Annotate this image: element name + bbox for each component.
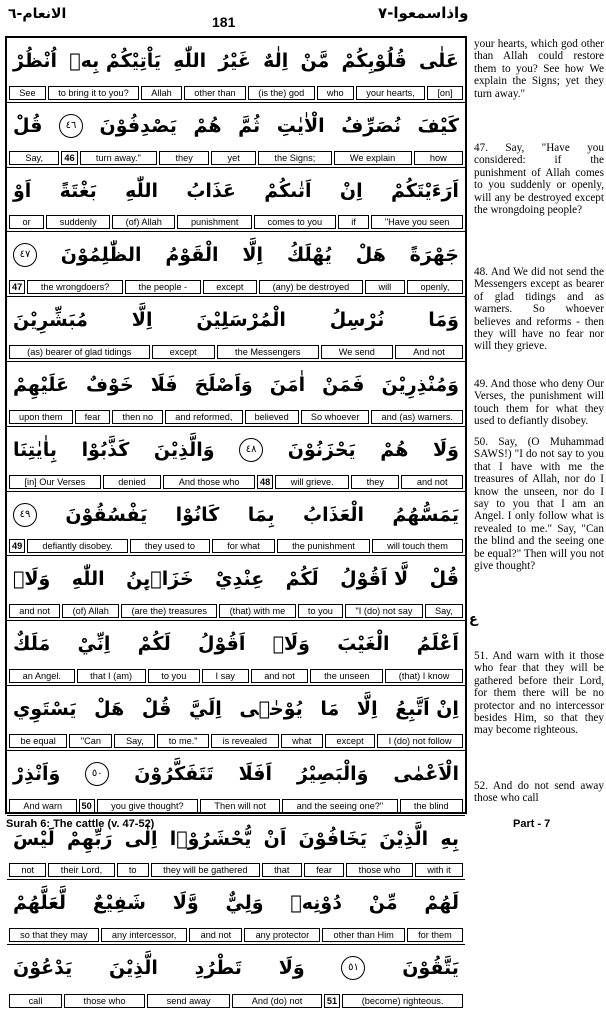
word-gloss: See	[9, 86, 46, 100]
arabic-word: كَيْفَ	[417, 114, 459, 137]
word-gloss: the wrongdoers?	[27, 280, 123, 294]
arabic-word: اللّٰهِ	[173, 50, 207, 72]
arabic-word: الَّذِيْنَ	[379, 827, 429, 850]
word-gloss: 46	[61, 151, 77, 165]
translation-column	[474, 38, 604, 818]
arabic-word: اِلٰى	[124, 827, 158, 850]
arabic-word: اِنِّيْ	[77, 633, 111, 656]
word-gloss: any protector	[244, 928, 320, 942]
arabic-word: نُصَرِّفُ	[341, 114, 401, 137]
gloss-line	[9, 345, 463, 359]
word-gloss: you give thought?	[97, 799, 198, 813]
arabic-word: يَخَافُوْنَ	[298, 827, 368, 850]
word-gloss: they	[159, 151, 209, 165]
translation-para: 48. And We did not send the Messengers except as bearer of glad tidings and as warners. So whoever believes and reforms - then they will have no fear nor will they grieve.	[474, 266, 604, 353]
word-gloss: 48	[257, 475, 273, 489]
word-gloss: with it	[415, 863, 463, 877]
arabic-word: وَلَا	[432, 438, 459, 461]
word-gloss: "Can	[69, 734, 112, 748]
arabic-word: اَرَءَيْتَكُمْ	[390, 179, 459, 202]
ayah-number-marker: ٤٧	[13, 243, 37, 267]
word-gloss: call	[9, 994, 62, 1008]
word-gloss: to you	[298, 604, 344, 618]
gloss-line	[9, 863, 463, 877]
gloss-line	[9, 734, 463, 748]
arabic-word: لَّا اَقُوْلُ	[340, 568, 409, 591]
arabic-word: اِلَّا	[131, 309, 153, 332]
word-gloss: send away	[147, 994, 230, 1008]
word-gloss: the blind	[400, 799, 463, 813]
word-gloss: and not	[251, 669, 309, 683]
word-gloss: (as) bearer of glad tidings	[9, 345, 150, 359]
arabic-line	[7, 427, 465, 473]
arabic-word: وَالَّذِيْنَ	[153, 438, 215, 461]
ayah-number-marker: ٥١	[341, 956, 365, 980]
arabic-word: تَطْرُدِ	[194, 957, 242, 980]
arabic-word: اِلَّا	[356, 697, 378, 720]
arabic-word: وَمَا	[428, 309, 459, 332]
arabic-word: اَتٰىكُمْ	[264, 179, 312, 202]
word-gloss: to	[117, 863, 149, 877]
word-gloss: the Signs;	[258, 151, 332, 165]
translation-para: 47. Say, "Have you considered: if the punishment of Allah comes to you suddenly or openly, will any be destroyed except the wrongdoing people?	[474, 142, 604, 217]
arabic-line	[7, 751, 465, 797]
word-gloss: denied	[103, 475, 162, 489]
arabic-word: وَّلَا	[172, 892, 199, 915]
verse-row	[7, 556, 465, 621]
arabic-word: بَغْتَةً	[59, 179, 97, 202]
arabic-word: اِلَّا	[242, 244, 264, 267]
word-gloss: except	[152, 345, 215, 359]
arabic-word: هَلْ	[355, 244, 386, 267]
juz-name: واذاسمعوا-٧	[378, 4, 469, 22]
arabic-word: فَلَا	[150, 373, 178, 396]
arabic-word: يَمَسُّهُمُ	[392, 503, 459, 526]
word-gloss: yet	[211, 151, 256, 165]
word-gloss: (that) I know	[385, 669, 463, 683]
arabic-word: اَنْ	[263, 827, 287, 850]
arabic-word: قُلْ	[141, 697, 172, 720]
arabic-word: الْقَوْمُ	[165, 244, 219, 267]
verse-row	[7, 621, 465, 686]
translation-para: 52. And do not send away those who call	[474, 780, 604, 805]
translation-para: 49. And those who deny Our Verses, the punishment will touch them for what they used to defiantly disobey.	[474, 378, 604, 428]
word-gloss: the Messengers	[217, 345, 319, 359]
arabic-word: غَيْرُ	[218, 50, 251, 72]
word-gloss: for them	[407, 928, 463, 942]
word-gloss: (is the) god	[248, 86, 315, 100]
arabic-word: مَا	[320, 697, 340, 720]
word-gloss: and the seeing one?"	[282, 799, 397, 813]
verse-row	[7, 492, 465, 557]
arabic-line	[7, 945, 465, 991]
arabic-line	[7, 686, 465, 732]
arabic-line	[7, 103, 465, 149]
arabic-word: اللّٰهِ	[71, 568, 105, 591]
arabic-line	[7, 880, 465, 926]
word-gloss: defiantly disobey.	[27, 539, 128, 553]
arabic-word: قُلُوْبِكُمْ	[341, 50, 407, 72]
arabic-word: يَحْزَنُوْنَ	[287, 438, 356, 461]
word-gloss: comes to you	[254, 215, 336, 229]
word-gloss: then no	[112, 410, 163, 424]
gloss-line	[9, 280, 463, 294]
verse-row	[7, 297, 465, 362]
word-gloss: (are the) treasures	[121, 604, 217, 618]
arabic-word: اَعْلَمُ	[416, 633, 459, 656]
word-gloss: And warn	[9, 799, 77, 813]
arabic-word: وَلَاۤ	[272, 633, 310, 656]
word-gloss: (of) Allah	[112, 215, 175, 229]
gloss-line	[9, 539, 463, 553]
word-gloss: will	[365, 280, 405, 294]
arabic-word: فَمَنْ	[322, 373, 365, 396]
arabic-word: رَبِّهِمْ	[66, 827, 113, 850]
page-header	[0, 0, 606, 30]
arabic-word: وَلَا	[278, 957, 305, 980]
word-gloss: Then will not	[200, 799, 280, 813]
arabic-word: عَلَيْهِمْ	[13, 373, 69, 396]
arabic-word: وَلَاۤ	[13, 568, 51, 591]
word-gloss: not	[9, 863, 46, 877]
arabic-word: خَزَاۗىِٕنُ	[126, 568, 194, 591]
word-gloss: [on]	[427, 86, 463, 100]
arabic-word: لَكُمْ	[285, 568, 319, 591]
footer-part: Part - 7	[513, 818, 551, 830]
word-gloss: And (do) not	[232, 994, 322, 1008]
arabic-word: وَلِيٌّ	[225, 892, 264, 915]
word-gloss: (that) with me	[219, 604, 295, 618]
verse-row	[7, 38, 465, 103]
word-gloss: I say	[202, 669, 249, 683]
word-gloss: punishment	[177, 215, 252, 229]
word-gloss: 51	[324, 994, 340, 1008]
arabic-line	[7, 621, 465, 667]
arabic-word: يُّحْشَرُوْۤا	[169, 827, 252, 850]
arabic-word: لَكُمْ	[137, 633, 171, 656]
arabic-word: هُمْ	[193, 114, 222, 137]
word-gloss: and not	[9, 604, 60, 618]
verse-row	[7, 751, 465, 816]
arabic-word: بِاٰيٰتِنَا	[13, 438, 58, 461]
gloss-line	[9, 475, 463, 489]
word-gloss: 50	[79, 799, 95, 813]
word-gloss: and not	[401, 475, 463, 489]
arabic-word: الظّٰلِمُوْنَ	[60, 244, 142, 267]
word-gloss: except	[325, 734, 375, 748]
verse-row	[7, 103, 465, 168]
arabic-word: الْمُرْسَلِيْنَ	[196, 309, 286, 332]
arabic-word: مُبَشِّرِيْنَ	[13, 309, 88, 332]
ayah-number-marker: ٤٦	[59, 114, 83, 138]
word-gloss: Say,	[114, 734, 155, 748]
arabic-line	[7, 556, 465, 602]
word-gloss: your hearts,	[356, 86, 425, 100]
word-gloss: to me."	[157, 734, 209, 748]
word-gloss: to bring it to you?	[48, 86, 139, 100]
ayah-number-marker: ٥٠	[85, 762, 109, 786]
ayah-number-marker: ٤٩	[13, 503, 37, 527]
arabic-word: كَانُوْا	[175, 503, 220, 526]
word-gloss: 47	[9, 280, 25, 294]
arabic-word: يَدْعُوْنَ	[13, 957, 73, 980]
word-gloss: the people -	[125, 280, 201, 294]
arabic-word: كَذَّبُوْا	[81, 438, 130, 461]
arabic-word: عِنْدِيْ	[215, 568, 265, 591]
word-gloss: except	[203, 280, 257, 294]
word-gloss: upon them	[9, 410, 73, 424]
arabic-word: وَالْبَصِيْرُ	[296, 762, 369, 785]
arabic-word: يَتَّقُوْنَ	[402, 957, 459, 980]
arabic-word: وَاَصْلَحَ	[194, 373, 253, 396]
surah-name: الانعام-٦	[8, 6, 67, 22]
word-gloss: that	[262, 863, 302, 877]
word-gloss: for what	[212, 539, 275, 553]
gloss-line	[9, 994, 463, 1008]
word-gloss: And not	[395, 345, 463, 359]
word-gloss: those who	[346, 863, 413, 877]
gloss-line	[9, 86, 463, 100]
word-gloss: fear	[304, 863, 345, 877]
verse-row	[7, 686, 465, 751]
word-gloss: other than Him	[322, 928, 405, 942]
footer-surah-info: Surah 6: The cattle (v. 47-52)	[6, 818, 155, 830]
word-gloss: the punishment	[277, 539, 370, 553]
word-gloss: We explain	[334, 151, 412, 165]
arabic-word: الْاَعْمٰى	[393, 762, 459, 785]
word-gloss: turn away."	[80, 151, 158, 165]
arabic-word: عَلٰى	[418, 50, 459, 72]
arabic-word: وَمُنْذِرِيْنَ	[381, 373, 459, 396]
word-gloss: fear	[75, 410, 111, 424]
arabic-word: دُوْنِهٖ	[290, 892, 342, 915]
word-gloss: how	[414, 151, 464, 165]
arabic-word: مَّنْ	[300, 50, 330, 72]
word-gloss: believed	[245, 410, 299, 424]
word-gloss: "I (do) not say	[345, 604, 423, 618]
arabic-word: اللّٰهِ	[125, 179, 159, 202]
verse-row	[7, 168, 465, 233]
verse-row	[7, 945, 465, 1010]
gloss-line	[9, 151, 463, 165]
gloss-line	[9, 928, 463, 942]
page-footer	[0, 816, 606, 836]
word-gloss: the unseen	[310, 669, 383, 683]
arabic-word: اَفَلَا	[238, 762, 272, 785]
word-gloss: Say,	[425, 604, 463, 618]
arabic-word: خَوْفٌ	[85, 373, 134, 396]
arabic-word: لَهُمْ	[424, 892, 459, 915]
word-gloss: Allah	[141, 86, 182, 100]
arabic-word: اَوْ	[13, 179, 32, 202]
word-gloss: 49	[9, 539, 25, 553]
word-gloss: what	[281, 734, 323, 748]
verse-row	[7, 232, 465, 297]
arabic-line	[7, 297, 465, 343]
arabic-word: هُمْ	[380, 438, 409, 461]
word-gloss: or	[9, 215, 44, 229]
translation-para: 50. Say, (O Muhammad SAWS!) "I do not say to you that I have with me the treasures of Allah, nor do I know the unseen, nor do I say to you that I am an Angel. I only follow what is revealed to me." Say, "Can the blind and the seeing one be equal?" Then will you not give thought?	[474, 436, 604, 573]
arabic-word: يَصْدِفُوْنَ	[99, 114, 177, 137]
gloss-line	[9, 604, 463, 618]
word-gloss: (become) righteous.	[342, 994, 463, 1008]
word-gloss: I (do) not follow	[377, 734, 463, 748]
word-gloss: so that they may	[9, 928, 99, 942]
gloss-line	[9, 410, 463, 424]
word-gloss: [in] Our Verses	[9, 475, 101, 489]
word-gloss: to you	[148, 669, 200, 683]
word-gloss: We send	[321, 345, 393, 359]
word-gloss: an Angel.	[9, 669, 75, 683]
word-gloss: those who	[64, 994, 145, 1008]
arabic-word: الْغَيْبَ	[337, 633, 390, 656]
arabic-word: يُهْلَكُ	[286, 244, 332, 267]
arabic-word: الْعَذَابُ	[303, 503, 364, 526]
arabic-word: مَلَكٌ	[13, 633, 51, 656]
arabic-word: عَذَابُ	[186, 179, 236, 202]
verse-row	[7, 362, 465, 427]
word-gloss: "Have you seen	[371, 215, 463, 229]
arabic-word: بِهِ	[440, 827, 459, 850]
word-gloss: is revealed	[211, 734, 278, 748]
arabic-line	[7, 492, 465, 538]
word-gloss: will grieve.	[275, 475, 349, 489]
arabic-word: وَاَنْذِرْ	[13, 762, 61, 785]
word-gloss: openly,	[407, 280, 463, 294]
arabic-word: لَيْسَ	[13, 827, 55, 850]
arabic-word: اِلَيَّ	[188, 697, 222, 720]
word-gloss: So whoever	[301, 410, 370, 424]
word-gloss: will touch them	[372, 539, 463, 553]
arabic-word: يُوْحٰۤى	[239, 697, 303, 720]
word-gloss: other than	[184, 86, 246, 100]
arabic-word: يَفْسُقُوْنَ	[65, 503, 148, 526]
word-gloss: who	[317, 86, 354, 100]
word-gloss: suddenly	[46, 215, 110, 229]
arabic-word: اُنْظُرْ	[13, 50, 57, 72]
arabic-word: يَاْتِيْكُمْ بِهٖ	[69, 50, 161, 72]
arabic-word: اِنْ اَتَّبِعُ	[395, 697, 459, 720]
arabic-word: بِمَا	[247, 503, 275, 526]
word-gloss: And those who	[163, 475, 255, 489]
arabic-line	[7, 362, 465, 408]
word-gloss: if	[338, 215, 370, 229]
verse-row	[7, 427, 465, 492]
page-number: 181	[212, 14, 236, 30]
arabic-word: اٰمَنَ	[269, 373, 306, 396]
gloss-line	[9, 215, 463, 229]
word-gloss: their Lord,	[48, 863, 114, 877]
word-gloss: they used to	[130, 539, 210, 553]
word-gloss: (any) be destroyed	[259, 280, 363, 294]
arabic-word: الْاٰيٰتِ	[276, 114, 325, 137]
arabic-word: جَهْرَةً	[409, 244, 459, 267]
arabic-word: الَّذِيْنَ	[109, 957, 158, 980]
arabic-word: نُرْسِلُ	[329, 309, 385, 332]
word-gloss: they will be gathered	[151, 863, 260, 877]
word-gloss: and (as) warners.	[371, 410, 463, 424]
ayah-number-marker: ٤٨	[239, 438, 263, 462]
arabic-word: مِّنْ	[368, 892, 398, 915]
arabic-word: لَّعَلَّهُمْ	[13, 892, 67, 915]
word-gloss: any intercessor,	[101, 928, 188, 942]
arabic-word: شَفِيْعٌ	[92, 892, 146, 915]
arabic-word: تَتَفَكَّرُوْنَ	[134, 762, 214, 785]
word-gloss: be equal	[9, 734, 67, 748]
arabic-word: اِنْ	[339, 179, 363, 202]
arabic-word: قُلْ	[13, 114, 43, 137]
arabic-word: قُلْ	[429, 568, 459, 591]
word-gloss: and reformed,	[165, 410, 242, 424]
word-gloss: Say,	[9, 151, 59, 165]
arabic-word: هَلْ	[94, 697, 125, 720]
arabic-line	[7, 168, 465, 214]
gloss-line	[9, 799, 463, 813]
gloss-line	[9, 669, 463, 683]
translation-para: 51. And warn with it those who fear that they will be gathered before their Lord, for them there will be no protector and no intercessor besides Him, so that they may become righteous.	[474, 650, 604, 737]
word-gloss: and not	[189, 928, 242, 942]
arabic-word: ثُمَّ	[238, 114, 261, 137]
word-gloss: they	[351, 475, 399, 489]
arabic-word: اَقُوْلُ	[197, 633, 246, 656]
arabic-line	[7, 232, 465, 278]
arabic-line	[7, 38, 465, 84]
verse-row	[7, 880, 465, 945]
arabic-word: اِلٰهٌ	[263, 50, 289, 72]
arabic-word: يَسْتَوِي	[13, 697, 77, 720]
rukoo-mark: ع	[469, 612, 478, 627]
word-gloss: that I (am)	[77, 669, 146, 683]
word-gloss: (of) Allah	[62, 604, 119, 618]
translation-para: your hearts, which god other than Allah could restore them to you? See how We explain the Signs; yet they turn away."	[474, 38, 604, 100]
